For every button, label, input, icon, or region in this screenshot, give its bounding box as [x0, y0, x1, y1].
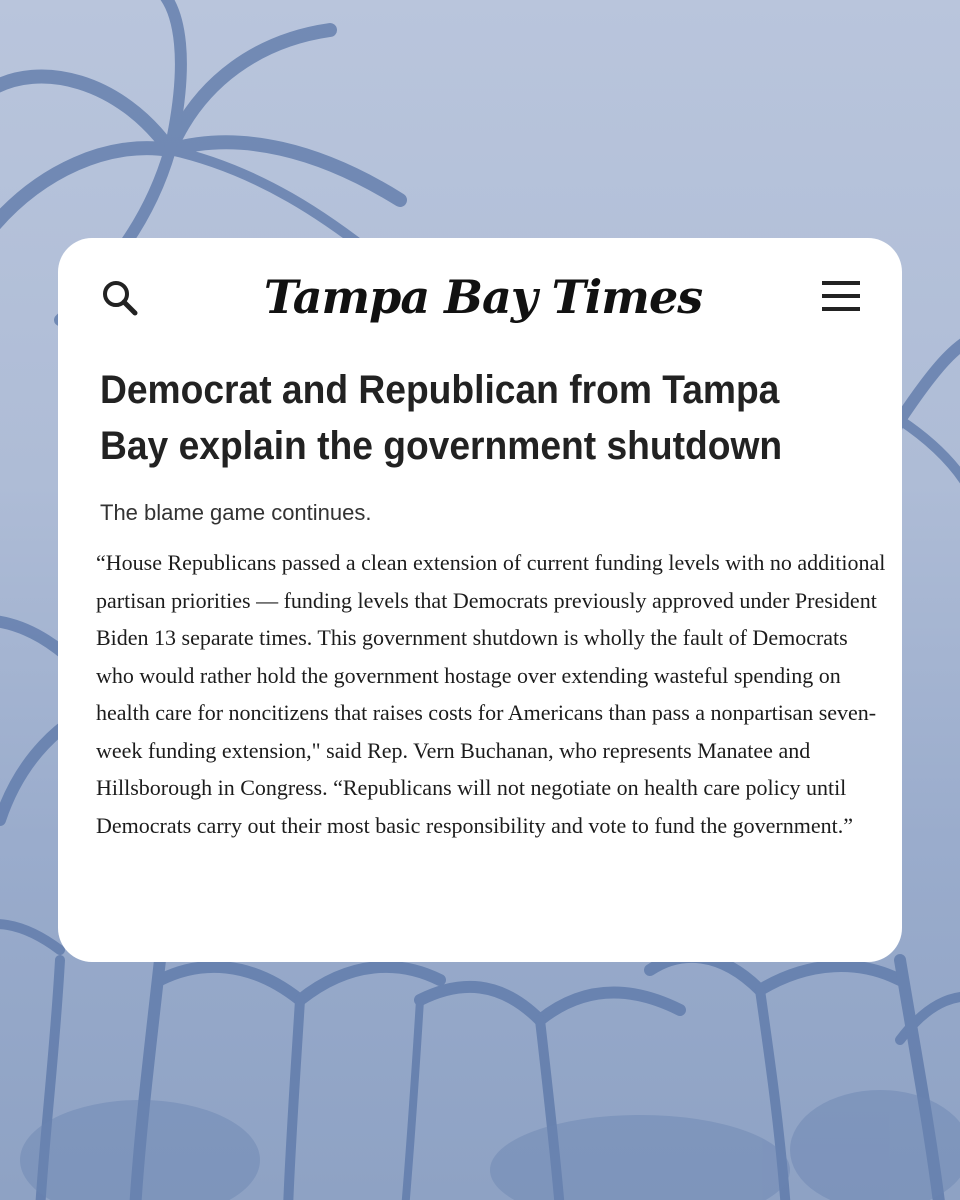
article-quote: “House Republicans passed a clean extension of current funding levels with no additional partisan priorities — funding levels that Democrats previously approved under President Biden 13 separate times. This government shutdown is wholly the fault of Democrats who would rather hold the government hostage over extending wasteful spending on health care for noncitizens that raises costs for Americans than pass a nonpartisan seven-week funding extension," said Rep. Vern Buchanan, who represents Manatee and Hillsborough in Congress. “Republicans will not negotiate on health care policy until Democrats carry out their most basic responsibility and vote to fund the government.”	[96, 550, 886, 838]
headline-line-1: Democrat and Republican from Tampa	[100, 368, 780, 412]
menu-button[interactable]	[820, 278, 862, 314]
article-headline	[100, 362, 825, 474]
headline-line-2: Bay explain the government shutdown	[100, 424, 783, 468]
masthead-logo[interactable]: Tampa Bay Times	[263, 270, 703, 324]
search-button[interactable]	[100, 278, 140, 318]
search-icon	[100, 278, 140, 318]
article-card	[58, 238, 902, 962]
article-subheadline: The blame game continues.	[100, 500, 372, 525]
hamburger-menu-icon	[820, 278, 862, 314]
